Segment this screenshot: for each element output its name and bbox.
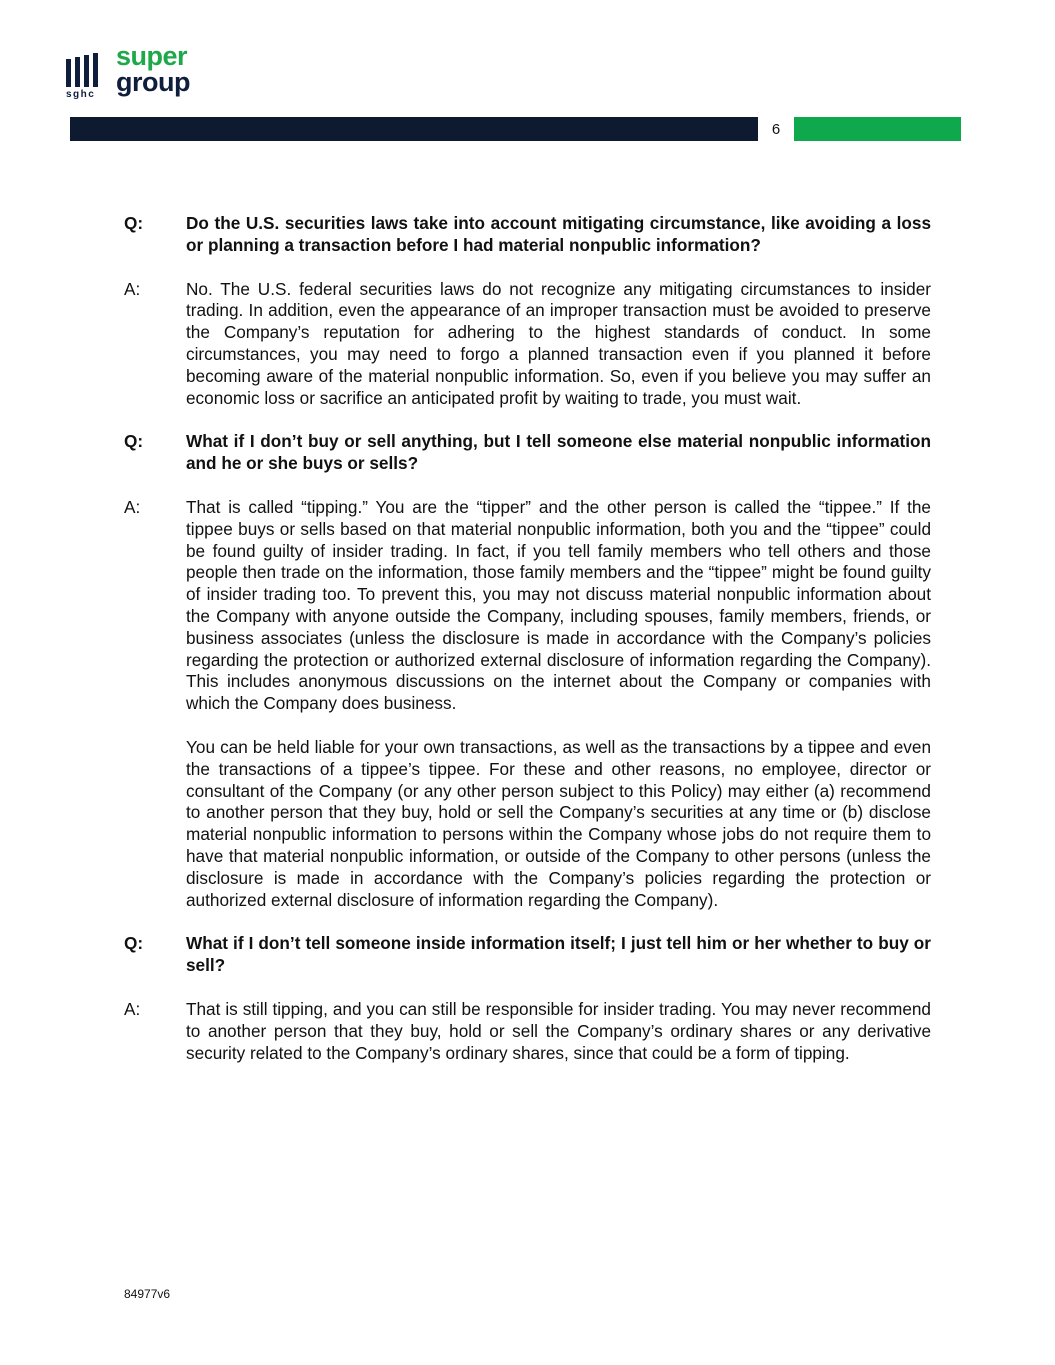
document-id: 84977v6: [124, 1287, 171, 1301]
answer-label: A:: [124, 278, 141, 299]
question-item: [124, 213, 931, 257]
answer-item: [124, 999, 931, 1064]
question-item: [124, 431, 931, 475]
logo-word-group: group: [116, 67, 190, 97]
question-label: Q:: [124, 431, 144, 452]
logo-word-super: super: [116, 41, 188, 71]
question-label: Q:: [124, 933, 144, 954]
answer-item: [124, 497, 931, 911]
answer-text: [186, 279, 931, 410]
answer-paragraph: You can be held liable for your own transactions, as well as the transactions by a tippee and even the transactions of a tippee’s tippee. For these and other reasons, no employee, director or consultant of the Company (or any other person subject to this Policy) may either (a) recommend to another person that they buy, hold or sell the Company’s securities at any time or (b) disclose material nonpublic information to persons within the Company whose jobs do not require them to have that material nonpublic information, or outside of the Company to other persons (unless the disclosure is made in accordance with the Company’s policies regarding the protection or authorized external disclosure of information regarding the Company).: [186, 736, 931, 910]
logo-mark-text: sghc: [66, 89, 96, 100]
header-navy-bar: [70, 117, 758, 141]
answer-text: [186, 497, 931, 911]
answer-text: [186, 999, 931, 1064]
answer-label: A:: [124, 496, 141, 517]
answer-paragraph: No. The U.S. federal securities laws do not recognize any mitigating circumstances to insider trading. In addition, even the appearance of an improper transaction must be avoided to preserve the Company’s reputation for adhering to the highest standards of conduct. In some circumstances, you may need to forgo a planned transaction even if you planned it before becoming aware of the material nonpublic information. So, even if you believe you may suffer an economic loss or sacrifice an anticipated profit by waiting to trade, you must wait.: [186, 278, 931, 408]
qa-content: [124, 213, 931, 1086]
question-paragraph: What if I don’t buy or sell anything, but I tell someone else material nonpublic information and he or she buys or sells?: [186, 431, 931, 474]
company-logo: [66, 41, 206, 103]
header-green-bar: [794, 117, 961, 141]
answer-paragraph: That is called “tipping.” You are the “tipper” and the other person is called the “tippee.” If the tippee buys or sells based on that material nonpublic information, both you and the “tippee” could be found guilty of insider trading. In fact, if you tell family members who tell others and those people then trade on the information, those family members and the “tippee” might be found guilty of insider trading too. To prevent this, you may not discuss material nonpublic information about the Company with anyone outside the Company, including spouses, family members, friends, or business associates (unless the disclosure is made in accordance with the Company’s policies regarding the protection or authorized external disclosure of information regarding the Company). This includes anonymous discussions on the internet about the Company or companies with which the Company does business.: [186, 496, 931, 714]
question-text: [186, 933, 931, 977]
answer-item: [124, 279, 931, 410]
page-number: 6: [771, 121, 781, 138]
question-label: Q:: [124, 213, 144, 233]
question-text: [186, 431, 931, 475]
question-paragraph: Do the U.S. securities laws take into account mitigating circumstance, like avoiding a loss or planning a transaction before I had material nonpublic information?: [186, 213, 931, 255]
question-item: [124, 933, 931, 977]
question-text: [186, 213, 931, 257]
answer-paragraph: That is still tipping, and you can still be responsible for insider trading. You may never recommend to another person that they buy, hold or sell the Company’s ordinary shares or any derivative security related to the Company’s ordinary shares, since that could be a form of tipping.: [186, 998, 931, 1063]
answer-label: A:: [124, 998, 141, 1019]
question-paragraph: What if I don’t tell someone inside information itself; I just tell him or her whether to buy or sell?: [186, 933, 931, 976]
